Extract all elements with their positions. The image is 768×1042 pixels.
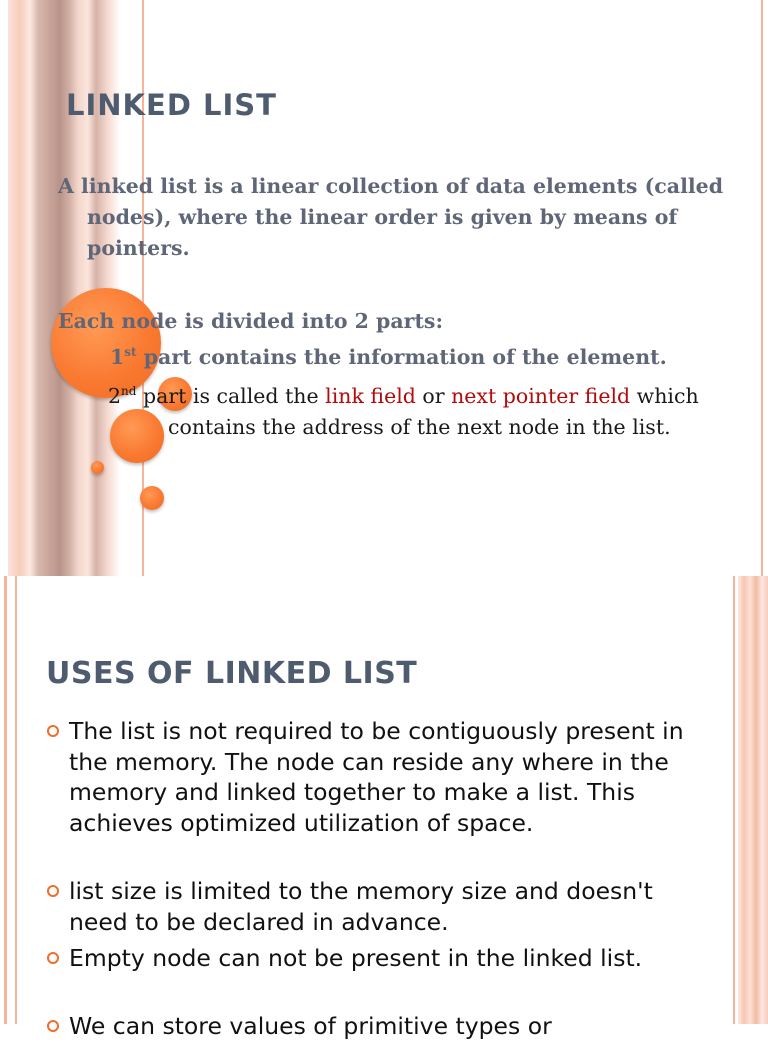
slide-title: USES OF LINKED LIST	[46, 656, 418, 691]
slide-title: LINKED LIST	[66, 88, 277, 122]
bullet-icon	[47, 885, 59, 897]
list-item: The list is not required to be contiguously present in the memory. The node can reside any where in the memory and linked together to make a list. This achieves optimized utilization of space.	[46, 716, 706, 839]
orange-bubble-icon	[140, 486, 164, 510]
list-item: list size is limited to the memory size and doesn't need to be declared in advance.	[46, 876, 706, 937]
decorative-vertical-line	[15, 576, 17, 1024]
decorative-vertical-line	[4, 576, 7, 1024]
part-two-text: 2nd part is called the link field or next pointer field which contains the address of the next node in the list.	[108, 384, 699, 439]
decorative-right-band	[738, 576, 768, 1024]
bullet-icon	[47, 1020, 59, 1032]
node-parts-heading: Each node is divided into 2 parts:	[58, 309, 444, 333]
slide-uses-of-linked-list	[0, 576, 768, 1040]
orange-bubble-icon	[91, 461, 104, 474]
bullet-icon	[47, 725, 59, 737]
part-one-text: 1st part contains the information of the element.	[110, 345, 667, 369]
decorative-vertical-line	[733, 576, 735, 1024]
list-item: Empty node can not be present in the linked list.	[46, 943, 706, 974]
bullet-icon	[47, 952, 59, 964]
link-field-term: link field	[325, 384, 416, 408]
next-pointer-field-term: next pointer field	[451, 384, 631, 408]
definition-paragraph: A linked list is a linear collection of data elements (called nodes), where the linear order is given by means of pointers.	[58, 174, 724, 260]
decorative-vertical-line	[761, 0, 763, 576]
list-item: We can store values of primitive types or	[46, 1011, 706, 1042]
